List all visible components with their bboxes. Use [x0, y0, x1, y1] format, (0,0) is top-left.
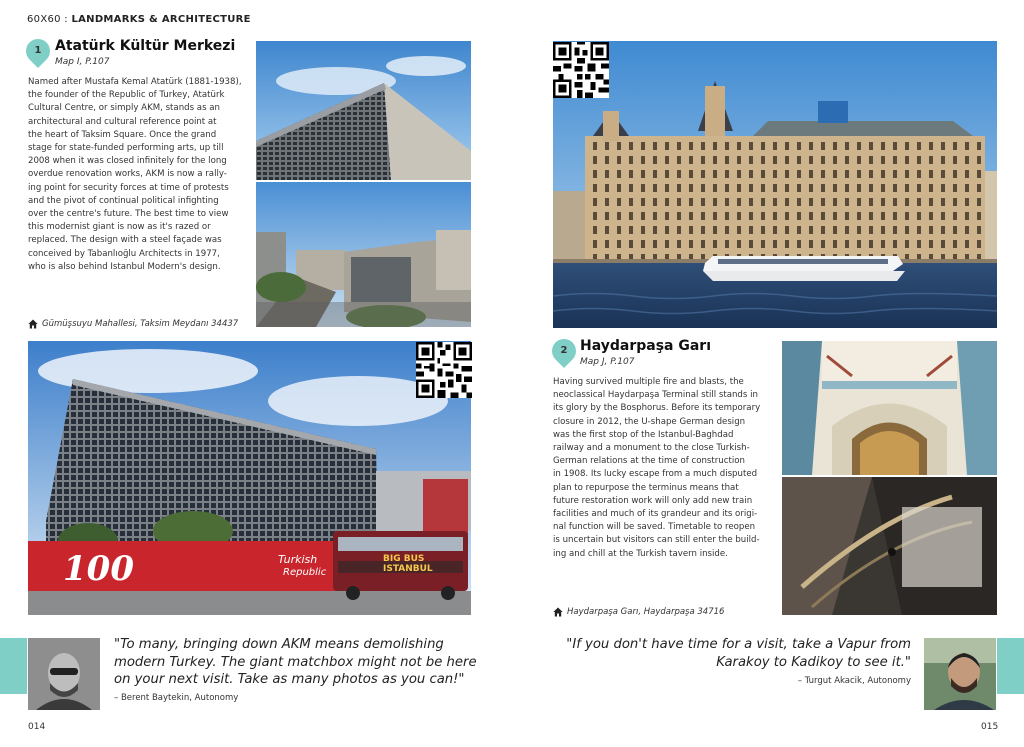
banner-100-text: 100	[63, 549, 134, 589]
body-line: future restoration work will only add new train	[553, 495, 753, 506]
body-line: and the pivot of continual political infighting	[28, 195, 219, 206]
page-number-right: 015	[981, 722, 999, 732]
body-line: facilities and much of its grandeur and its origi-	[553, 509, 758, 520]
body-line: railway and a monument to the close Turkish-	[553, 443, 750, 454]
banner-side-text: Turkish	[278, 553, 318, 566]
body-line: who is also behind Istanbul Modern's design.	[28, 261, 221, 272]
map-pin-icon	[547, 334, 581, 368]
address-text: Haydarpaşa Garı, Haydarpaşa 34716	[567, 607, 725, 617]
home-icon	[28, 319, 38, 329]
haydarpasa-interior-photo	[782, 341, 997, 475]
body-line: replaced. The design with a steel façade was	[28, 235, 222, 246]
body-line: stage for state-funded performing arts, up till	[28, 143, 224, 154]
body-line: closure in 2012, the U-shape German design	[553, 416, 746, 427]
body-line: is uncertain but visitors can still enter the build-	[553, 535, 760, 546]
quote-text	[560, 636, 911, 671]
body-line: 2008 when it was closed infinitely for the long	[28, 156, 227, 167]
home-icon	[553, 607, 563, 617]
akm-bus-photo	[28, 341, 471, 615]
entry-title: Haydarpaşa Garı	[580, 338, 711, 354]
body-line: German relations at the time of construction	[553, 456, 745, 467]
body-line: ing point for security forces at time of protests	[28, 182, 229, 193]
page-number-left: 014	[28, 722, 46, 732]
entry-number: 1	[34, 45, 42, 56]
body-line: ing and chill at the Turkish tavern inside.	[553, 548, 728, 559]
akm-street-photo	[256, 182, 471, 327]
accent-band	[0, 638, 27, 694]
haydarpasa-staircase-photo	[782, 477, 997, 615]
body-line: plan to repurpose the terminus means that	[553, 482, 739, 493]
avatar	[924, 638, 996, 710]
body-line: the heart of Taksim Square. Once the grand	[28, 129, 217, 140]
body-line: Cultural Centre, or simply AKM, stands as an	[28, 103, 220, 114]
body-line: the founder of the Republic of Turkey, Atatürk	[28, 90, 225, 101]
quote-author: – Berent Baytekin, Autonomy	[114, 693, 239, 703]
entry-body	[28, 76, 253, 274]
avatar	[28, 638, 100, 710]
address-text: Gümüşsuyu Mahallesi, Taksim Meydanı 34437	[42, 319, 239, 329]
body-line: overdue renovation works, AKM is now a rally-	[28, 169, 227, 180]
entry-body	[553, 376, 777, 561]
accent-band	[997, 638, 1024, 694]
section-header	[27, 14, 251, 25]
entry-title: Atatürk Kültür Merkezi	[55, 38, 236, 54]
header-category: LANDMARKS & ARCHITECTURE	[71, 14, 251, 25]
entry-address	[28, 319, 238, 329]
body-line: in 1908. Its lucky escape from a much disputed	[553, 469, 758, 480]
body-line: Named after Mustafa Kemal Atatürk (1881-1938),	[28, 77, 242, 87]
entry-map-ref: Map I, P.107	[55, 57, 110, 67]
quote-line: on your next visit. Take as many photos as you can!"	[114, 672, 465, 687]
quote-line: "If you don't have time for a visit, take a Vapur from	[566, 637, 911, 652]
body-line: architectural and cultural reference point at	[28, 116, 217, 127]
haydarpasa-photo	[553, 41, 997, 328]
body-line: over the centre's future. The best time to view	[28, 209, 229, 220]
entry-map-ref: Map J, P.107	[580, 357, 635, 367]
akm-facade-photo	[256, 41, 471, 180]
quote-line: Karakoy to Kadikoy to see it."	[716, 654, 911, 670]
quote-line: modern Turkey. The giant matchbox might not be here	[114, 654, 477, 670]
header-prefix: 60X60 :	[27, 14, 72, 25]
quote-line: "To many, bringing down AKM means demolishing	[114, 637, 444, 652]
body-line: neoclassical Haydarpaşa Terminal still stands in	[553, 390, 758, 401]
qr-code[interactable]	[553, 42, 609, 98]
body-line: was the first stop of the Istanbul-Baghdad	[553, 429, 734, 440]
body-line: nal function will be saved. Timetable to reopen	[553, 522, 756, 533]
body-line: this modernist giant is now as it's razed or	[28, 222, 211, 233]
bus-sign-text: BIG BUS ISTANBUL	[383, 554, 433, 574]
qr-code[interactable]	[416, 342, 472, 398]
map-pin-icon	[21, 34, 55, 68]
body-line: Having survived multiple fire and blasts, the	[553, 377, 744, 387]
entry-address	[553, 607, 724, 617]
entry-number: 2	[560, 345, 568, 356]
body-line: its glory by the Bosphorus. Before its temporary	[553, 403, 761, 414]
quote-text	[114, 636, 477, 689]
banner-side-text-2: Republic	[283, 567, 327, 578]
quote-author: – Turgut Akacik, Autonomy	[797, 676, 911, 686]
body-line: conceived by Tabanlıoğlu Architects in 1977,	[28, 248, 220, 259]
